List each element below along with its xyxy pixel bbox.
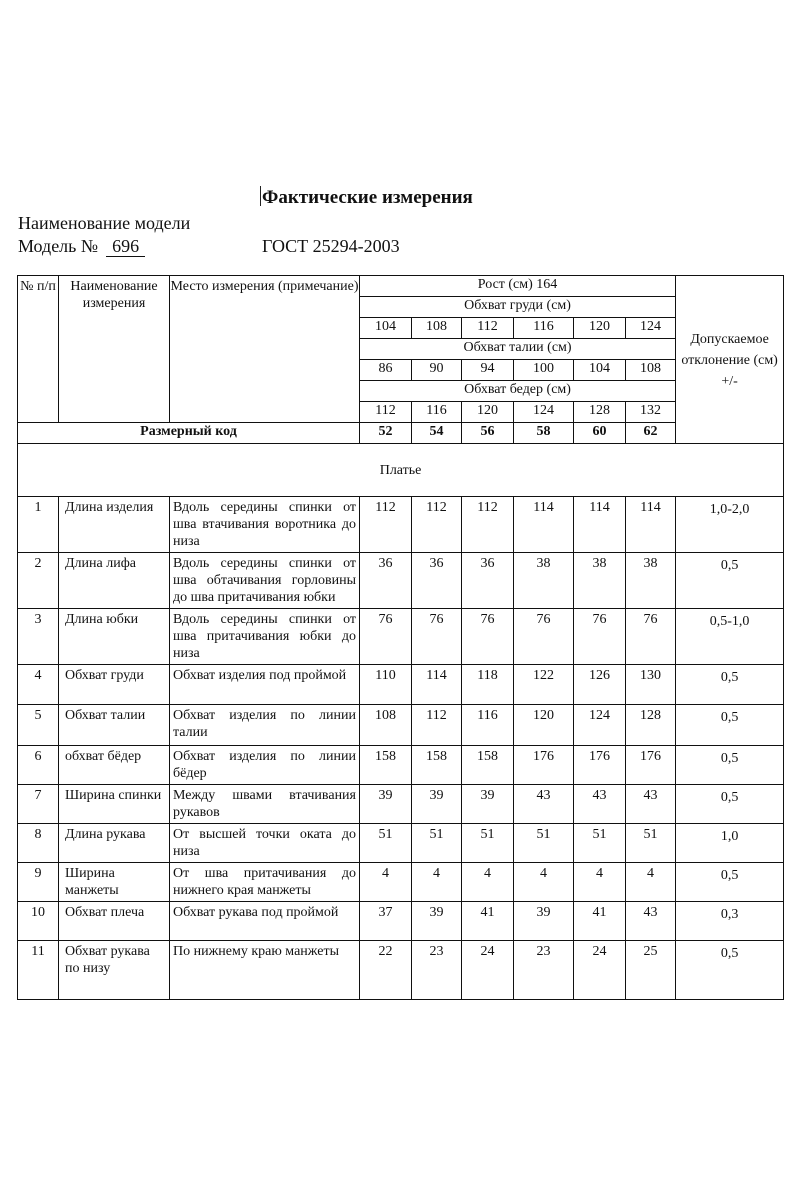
- row-value: 4: [514, 863, 574, 902]
- standard-label: ГОСТ 25294-2003: [262, 236, 400, 256]
- chest-value: 120: [574, 318, 626, 339]
- row-value: 112: [360, 497, 412, 553]
- model-number-label: Модель №: [18, 236, 99, 256]
- row-value: 43: [626, 785, 676, 824]
- waist-value: 86: [360, 360, 412, 381]
- table-row: [18, 824, 784, 863]
- row-value: 38: [626, 553, 676, 609]
- row-name: Ширина спинки: [59, 785, 170, 824]
- row-value: 76: [462, 609, 514, 665]
- row-name: Длина лифа: [59, 553, 170, 609]
- row-name: обхват бёдер: [59, 746, 170, 785]
- row-value: 25: [626, 941, 676, 1000]
- row-value: 114: [626, 497, 676, 553]
- row-place: Вдоль середины спинки от шва обтачивания горловины до шва притачивания юбки: [170, 553, 360, 609]
- row-tolerance: 0,5: [676, 941, 784, 1000]
- row-index: 11: [18, 941, 59, 1000]
- chest-value: 124: [626, 318, 676, 339]
- row-tolerance: 1,0-2,0: [676, 497, 784, 553]
- row-place: От шва притачивания до нижнего края манжеты: [170, 863, 360, 902]
- header-tolerance: Допускаемое отклонение (см) +/-: [676, 276, 784, 444]
- row-value: 118: [462, 665, 514, 705]
- row-value: 4: [360, 863, 412, 902]
- row-value: 39: [412, 902, 462, 941]
- row-name: Обхват груди: [59, 665, 170, 705]
- row-place: Обхват изделия по линии талии: [170, 705, 360, 746]
- row-value: 36: [412, 553, 462, 609]
- row-tolerance: 0,5: [676, 665, 784, 705]
- row-tolerance: 0,3: [676, 902, 784, 941]
- row-value: 23: [412, 941, 462, 1000]
- header-waist: Обхват талии (см): [360, 339, 676, 360]
- row-value: 51: [574, 824, 626, 863]
- table-row: [18, 863, 784, 902]
- row-tolerance: 0,5: [676, 746, 784, 785]
- row-value: 36: [360, 553, 412, 609]
- table-row: [18, 497, 784, 553]
- row-value: 108: [360, 705, 412, 746]
- row-value: 126: [574, 665, 626, 705]
- row-value: 51: [626, 824, 676, 863]
- size-code: 52: [360, 423, 412, 444]
- row-value: 38: [574, 553, 626, 609]
- row-value: 176: [514, 746, 574, 785]
- row-value: 24: [574, 941, 626, 1000]
- row-place: Вдоль середины спинки от шва притачивания юбки до низа: [170, 609, 360, 665]
- row-place: Обхват изделия по линии бёдер: [170, 746, 360, 785]
- row-value: 122: [514, 665, 574, 705]
- row-tolerance: 0,5: [676, 705, 784, 746]
- row-value: 110: [360, 665, 412, 705]
- row-value: 158: [360, 746, 412, 785]
- row-tolerance: 0,5: [676, 785, 784, 824]
- hips-value: 132: [626, 402, 676, 423]
- row-index: 2: [18, 553, 59, 609]
- table-row: [18, 902, 784, 941]
- row-place: Обхват изделия под проймой: [170, 665, 360, 705]
- header-height: Рост (см) 164: [360, 276, 676, 297]
- text-cursor: [260, 186, 261, 206]
- model-number-value: 696: [106, 236, 145, 257]
- row-value: 51: [360, 824, 412, 863]
- row-index: 7: [18, 785, 59, 824]
- row-value: 120: [514, 705, 574, 746]
- row-value: 4: [412, 863, 462, 902]
- row-name: Длина изделия: [59, 497, 170, 553]
- size-code: 62: [626, 423, 676, 444]
- row-value: 124: [574, 705, 626, 746]
- row-value: 76: [360, 609, 412, 665]
- header-place: Место измерения (примечание): [170, 276, 360, 423]
- row-value: 51: [412, 824, 462, 863]
- row-value: 130: [626, 665, 676, 705]
- row-value: 41: [462, 902, 514, 941]
- row-name: Длина юбки: [59, 609, 170, 665]
- row-name: Обхват рукава по низу: [59, 941, 170, 1000]
- row-value: 23: [514, 941, 574, 1000]
- row-value: 51: [514, 824, 574, 863]
- row-place: От высшей точки оката до низа: [170, 824, 360, 863]
- header-index: № п/п: [18, 276, 59, 423]
- row-index: 3: [18, 609, 59, 665]
- row-name: Обхват талии: [59, 705, 170, 746]
- row-value: 76: [626, 609, 676, 665]
- row-value: 36: [462, 553, 514, 609]
- model-number-line: [18, 236, 145, 257]
- row-name: Ширина манжеты: [59, 863, 170, 902]
- row-value: 43: [574, 785, 626, 824]
- row-index: 4: [18, 665, 59, 705]
- row-value: 114: [574, 497, 626, 553]
- row-value: 43: [514, 785, 574, 824]
- row-value: 112: [412, 497, 462, 553]
- row-name: Обхват плеча: [59, 902, 170, 941]
- table-row: [18, 941, 784, 1000]
- row-value: 39: [412, 785, 462, 824]
- table-row: [18, 785, 784, 824]
- size-code: 54: [412, 423, 462, 444]
- section-title: Платье: [18, 444, 784, 497]
- header-chest: Обхват груди (см): [360, 297, 676, 318]
- waist-value: 94: [462, 360, 514, 381]
- row-index: 10: [18, 902, 59, 941]
- row-value: 158: [412, 746, 462, 785]
- row-value: 114: [514, 497, 574, 553]
- row-value: 112: [412, 705, 462, 746]
- row-index: 5: [18, 705, 59, 746]
- chest-value: 112: [462, 318, 514, 339]
- row-value: 37: [360, 902, 412, 941]
- row-value: 158: [462, 746, 514, 785]
- chest-value: 104: [360, 318, 412, 339]
- hips-value: 116: [412, 402, 462, 423]
- row-value: 76: [412, 609, 462, 665]
- row-value: 4: [574, 863, 626, 902]
- row-index: 1: [18, 497, 59, 553]
- size-code: 60: [574, 423, 626, 444]
- chest-value: 116: [514, 318, 574, 339]
- table-row: [18, 746, 784, 785]
- model-name-label: Наименование модели: [18, 213, 191, 233]
- chest-value: 108: [412, 318, 462, 339]
- row-tolerance: 0,5: [676, 553, 784, 609]
- size-code: 56: [462, 423, 514, 444]
- row-value: 43: [626, 902, 676, 941]
- table-row: [18, 665, 784, 705]
- row-value: 39: [514, 902, 574, 941]
- row-value: 116: [462, 705, 514, 746]
- measurements-table: [17, 275, 784, 1000]
- waist-value: 108: [626, 360, 676, 381]
- header-name: Наименование измерения: [59, 276, 170, 423]
- row-value: 76: [514, 609, 574, 665]
- row-value: 39: [462, 785, 514, 824]
- row-value: 4: [626, 863, 676, 902]
- waist-value: 104: [574, 360, 626, 381]
- table-row: [18, 553, 784, 609]
- row-value: 4: [462, 863, 514, 902]
- size-code: 58: [514, 423, 574, 444]
- row-value: 24: [462, 941, 514, 1000]
- row-value: 128: [626, 705, 676, 746]
- row-place: Вдоль середины спинки от шва втачивания воротника до низа: [170, 497, 360, 553]
- row-index: 6: [18, 746, 59, 785]
- row-tolerance: 0,5-1,0: [676, 609, 784, 665]
- row-tolerance: 1,0: [676, 824, 784, 863]
- row-index: 9: [18, 863, 59, 902]
- row-place: По нижнему краю манжеты: [170, 941, 360, 1000]
- row-value: 38: [514, 553, 574, 609]
- row-value: 39: [360, 785, 412, 824]
- row-name: Длина рукава: [59, 824, 170, 863]
- row-tolerance: 0,5: [676, 863, 784, 902]
- row-place: Обхват рукава под проймой: [170, 902, 360, 941]
- page-title: [0, 186, 800, 209]
- page-title-text: Фактические измерения: [262, 187, 473, 208]
- row-value: 176: [626, 746, 676, 785]
- header-hips: Обхват бедер (см): [360, 381, 676, 402]
- row-place: Между швами втачивания рукавов: [170, 785, 360, 824]
- hips-value: 120: [462, 402, 514, 423]
- table-row: [18, 609, 784, 665]
- row-value: 76: [574, 609, 626, 665]
- row-index: 8: [18, 824, 59, 863]
- hips-value: 124: [514, 402, 574, 423]
- row-value: 114: [412, 665, 462, 705]
- table-row: [18, 705, 784, 746]
- row-value: 51: [462, 824, 514, 863]
- row-value: 41: [574, 902, 626, 941]
- hips-value: 128: [574, 402, 626, 423]
- row-value: 22: [360, 941, 412, 1000]
- hips-value: 112: [360, 402, 412, 423]
- size-code-label: Размерный код: [18, 423, 360, 444]
- row-value: 176: [574, 746, 626, 785]
- waist-value: 100: [514, 360, 574, 381]
- row-value: 112: [462, 497, 514, 553]
- waist-value: 90: [412, 360, 462, 381]
